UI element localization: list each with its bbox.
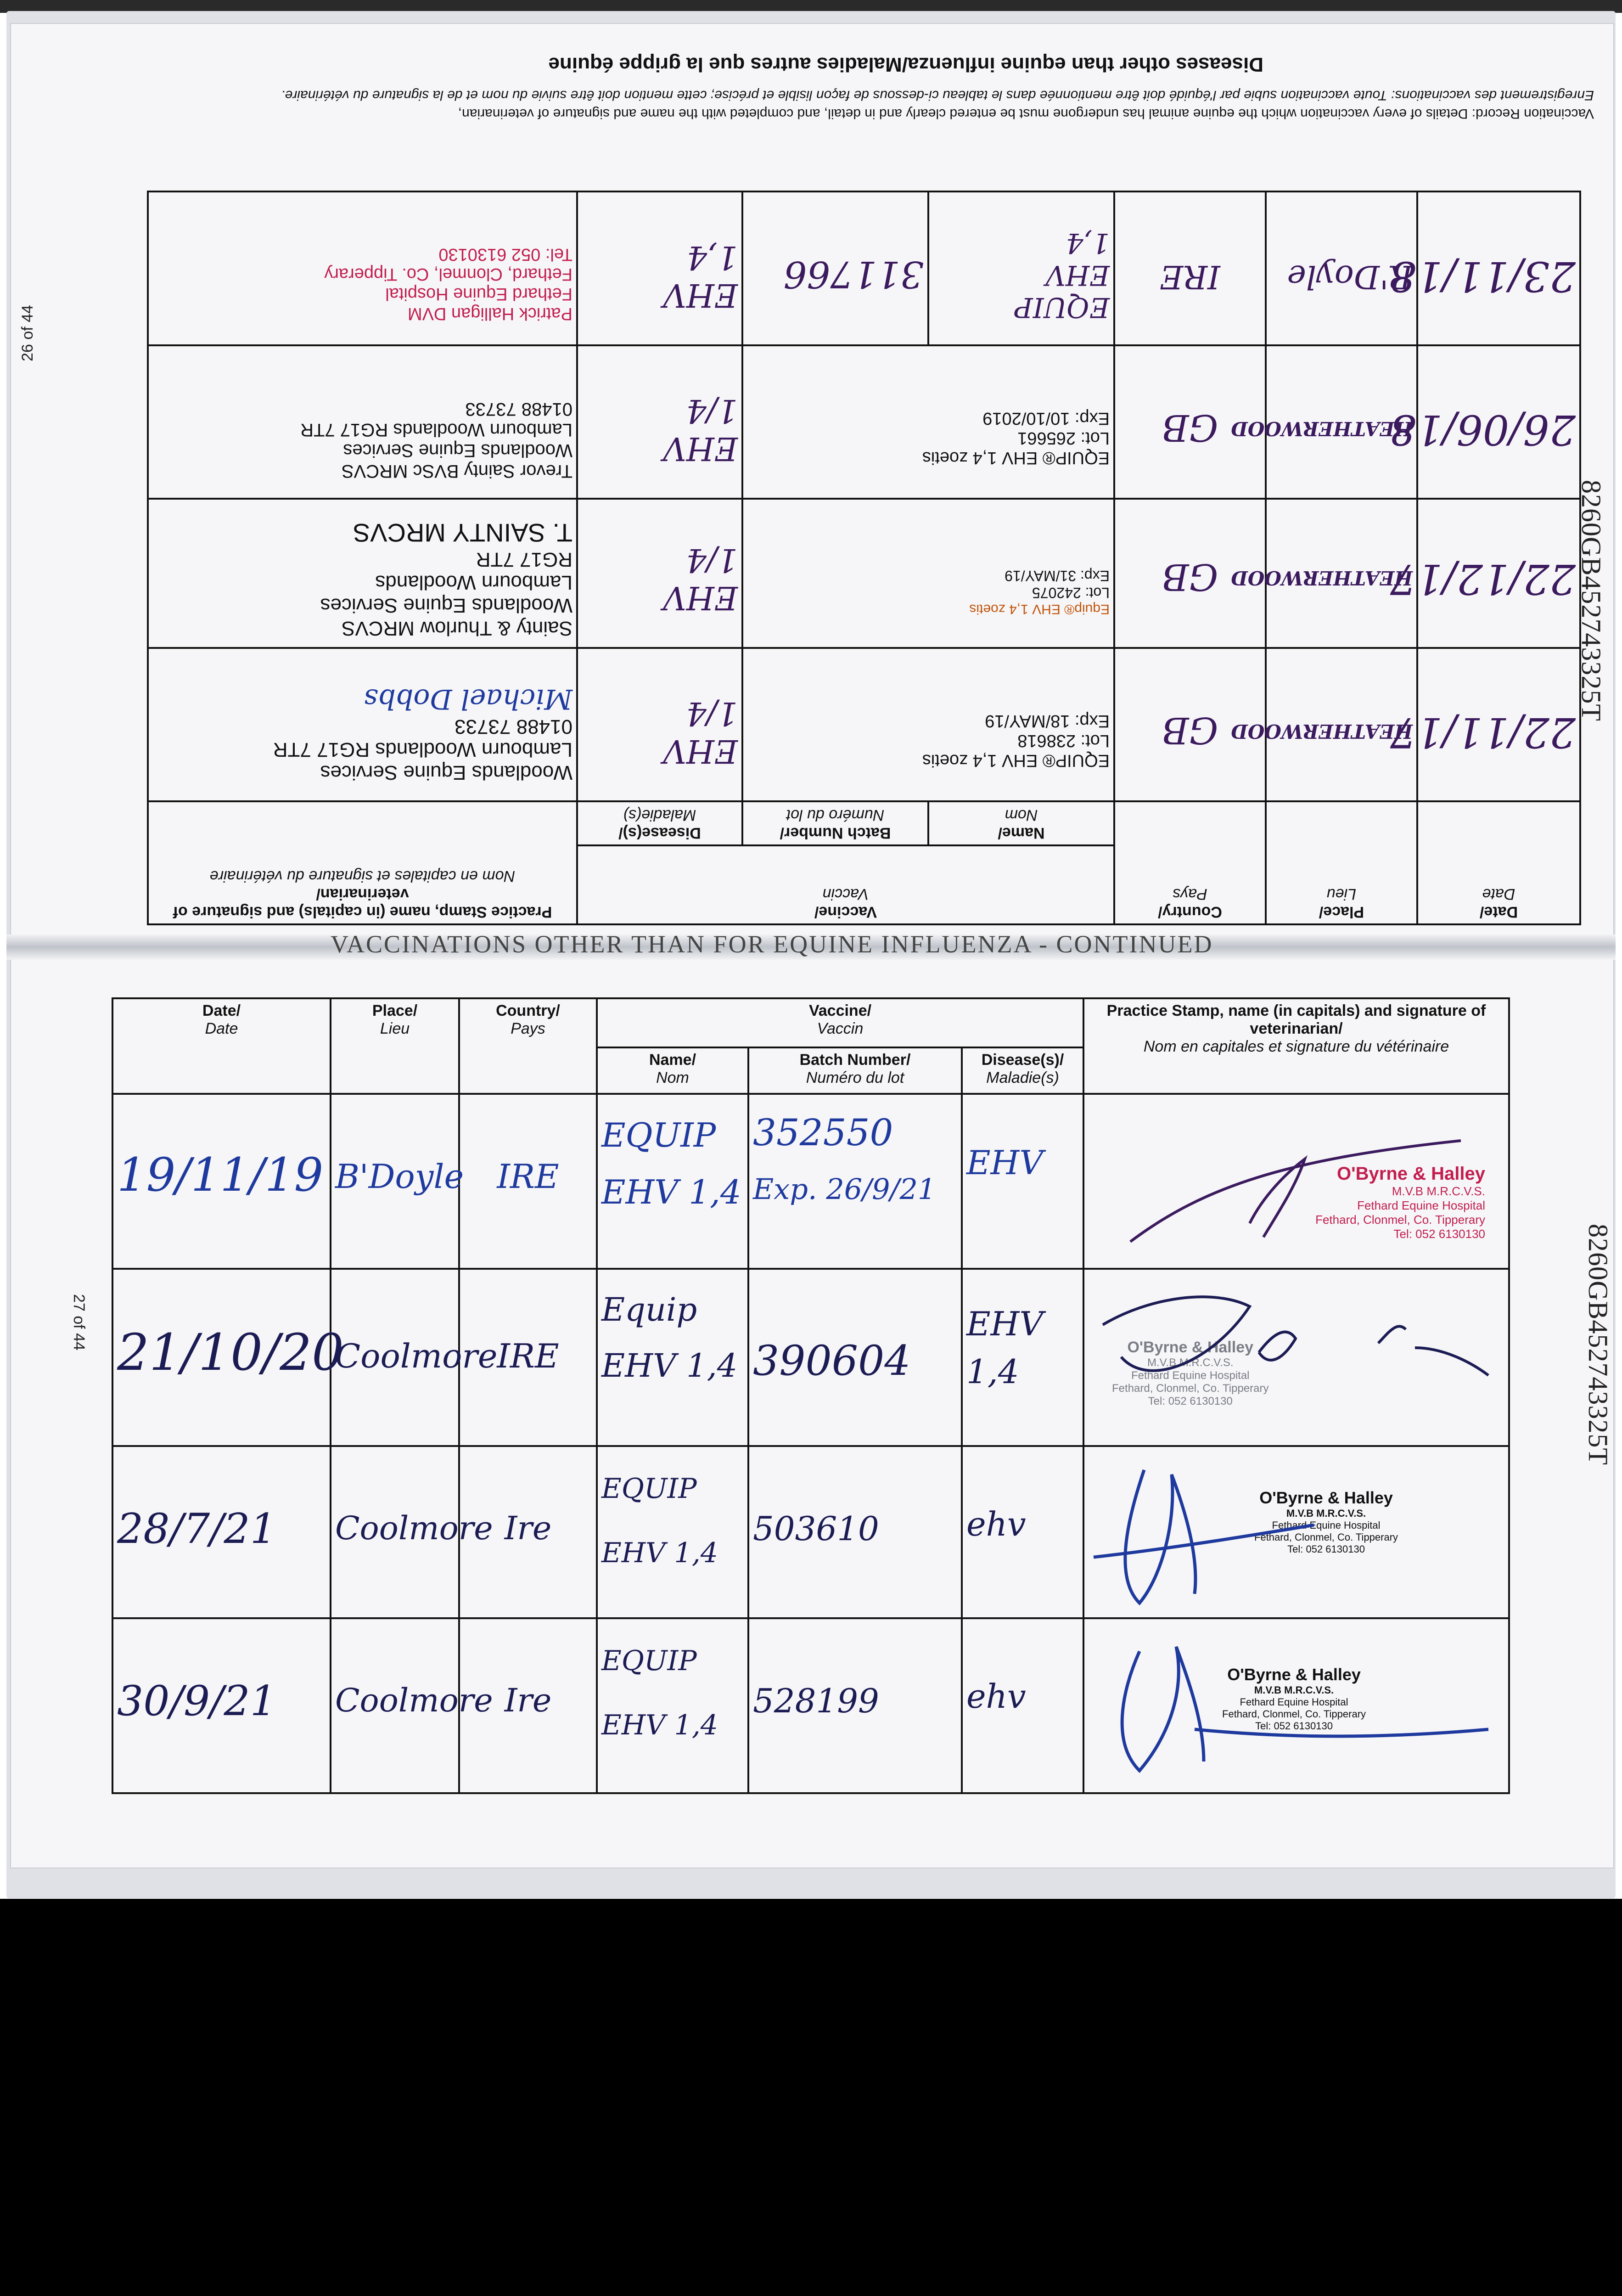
cell-place: HEATHERWOOD <box>1266 499 1417 647</box>
cell-name: EQUIP EHV 1,4 <box>928 191 1114 345</box>
cell-disease: EHV 1,4 <box>577 191 742 345</box>
cell-place: HEATHERWOOD <box>1266 345 1417 499</box>
cell-place: Coolmore <box>331 1269 459 1446</box>
cell-disease: EHV 1/4 <box>577 648 742 802</box>
header-date: Date/ Date <box>112 998 331 1094</box>
cell-date: 26/06/18 <box>1417 345 1580 499</box>
cell-stamp: Patrick Halligan DVM Fethard Equine Hospital Fethard, Clonmel, Co. Tipperary Tel: 052 6130130 <box>148 191 577 345</box>
cell-disease: EHV <box>962 1094 1083 1269</box>
cell-date: 30/9/21 <box>112 1618 331 1793</box>
table-header-row <box>148 845 1580 924</box>
passport-id-top: 8260GB452743325T <box>1576 480 1606 721</box>
cell-disease: ehv <box>962 1446 1083 1619</box>
table-row <box>112 1094 1509 1269</box>
cell-country: IRE <box>459 1094 597 1269</box>
table-row <box>112 1269 1509 1446</box>
cell-place: Coolmore <box>331 1446 459 1619</box>
cell-stamp <box>1083 1269 1509 1446</box>
table-row <box>112 1446 1509 1619</box>
header-place: Place/ Lieu <box>331 998 459 1094</box>
signature <box>1084 1624 1498 1784</box>
cell-name-batch: Equip® EHV 1,4 zoetis Lot: 242075 Exp: 31/MAY/19 <box>742 499 1114 647</box>
cell-stamp <box>1083 1618 1509 1793</box>
cell-name-batch: EQUIP® EHV 1,4 zoetis Lot: 238618 Exp: 18/MAY/19 <box>742 648 1114 802</box>
header-stamp: Practice Stamp, name (in capitals) and signature of veterinarian/ Nom en capitales et signature du vétérinaire <box>148 801 577 924</box>
cell-disease: ehv <box>962 1618 1083 1793</box>
practice-stamp: O'Byrne & Halley M.V.B M.R.C.V.S. Fethard Equine Hospital Fethard, Clonmel, Co. Tipperary Tel: 052 6130130 <box>1254 1488 1398 1555</box>
practice-stamp: O'Byrne & Halley M.V.B M.R.C.V.S. Fethard Equine Hospital Fethard, Clonmel, Co. Tipperary Tel: 052 6130130 <box>1112 1338 1269 1407</box>
cell-country: GB <box>1114 648 1266 802</box>
cell-disease: EHV 1,4 <box>962 1269 1083 1446</box>
header-vaccine: Vaccine/ Vaccin <box>597 998 1083 1047</box>
cell-batch: 352550 Exp. 26/9/21 <box>748 1094 962 1269</box>
page-number: 26 of 44 <box>19 305 37 361</box>
table-row <box>148 191 1580 345</box>
signature <box>1094 1279 1498 1430</box>
signature: Michael Dobbs <box>364 683 572 715</box>
header-date: Date/ Date <box>1417 801 1580 924</box>
header-country: Country/ Pays <box>459 998 597 1094</box>
cell-date: 22/12/17 <box>1417 499 1580 647</box>
header-country: Country/ Pays <box>1114 801 1266 924</box>
cell-date: 21/10/20 <box>112 1269 331 1446</box>
cell-place: Coolmore <box>331 1618 459 1793</box>
header-batch: Batch Number/ Numéro du lot <box>742 801 928 845</box>
table-header-row <box>112 998 1509 1047</box>
cell-batch: 390604 <box>748 1269 962 1446</box>
cell-stamp: Sainty & Thurlow MRCVS Woodlands Equine Services Lambourn Woodlands RG17 7TR T. SAINTY MRCVS <box>148 499 577 647</box>
cell-place: B'Doyle <box>331 1094 459 1269</box>
cell-country: IRE <box>459 1269 597 1446</box>
cell-place: R'Doyle <box>1266 191 1417 345</box>
table-row <box>148 499 1580 647</box>
header-vaccine: Vaccine/ Vaccin <box>577 845 1114 924</box>
header-disease: Disease(s)/ Maladie(s) <box>577 801 742 845</box>
header-disease: Disease(s)/ Maladie(s) <box>962 1047 1083 1094</box>
cell-date: 19/11/19 <box>112 1094 331 1269</box>
cell-batch: 503610 <box>748 1446 962 1619</box>
signature <box>1112 1131 1479 1251</box>
passport-id-bottom: 8260GB452743325T <box>1583 1224 1613 1465</box>
continued-band: VACCINATIONS OTHER THAN FOR EQUINE INFLUENZA - CONTINUED <box>331 930 1213 958</box>
cell-place: HEATHERWOOD <box>1266 648 1417 802</box>
record-note-en: Vaccination Record: Details of every vaccination which the equine animal has undergone must be entered clearly and in detail, and completed with the name and signature of veterinarian, <box>458 106 1594 121</box>
cell-stamp <box>1083 1094 1509 1269</box>
header-name: Name/ Nom <box>597 1047 748 1094</box>
page-number: 27 of 44 <box>70 1294 88 1351</box>
cell-batch: 311766 <box>742 191 928 345</box>
cell-disease: EHV 1/4 <box>577 499 742 647</box>
header-name: Name/ Nom <box>928 801 1114 845</box>
cell-stamp <box>1083 1446 1509 1619</box>
header-stamp: Practice Stamp, name (in capitals) and signature of veterinarian/ Nom en capitales et signature du vétérinaire <box>1083 998 1509 1094</box>
cell-name-batch: EQUIP® EHV 1,4 zoetis Lot: 265661 Exp: 10/10/2019 <box>742 345 1114 499</box>
cell-date: 23/11/18 <box>1417 191 1580 345</box>
cell-name: EQUIP EHV 1,4 <box>597 1446 748 1619</box>
header-place: Place/ Lieu <box>1266 801 1417 924</box>
cell-name: EQUIP EHV 1,4 <box>597 1094 748 1269</box>
cell-stamp: Trevor Sainty BVSc MRCVS Woodlands Equine Services Lambourn Woodlands RG17 7TR 01488 73733 <box>148 345 577 499</box>
table-row <box>148 345 1580 499</box>
cell-disease: EHV 1/4 <box>577 345 742 499</box>
vaccination-table-26 <box>147 191 1581 925</box>
cell-country: IRE <box>1114 191 1266 345</box>
signature <box>1084 1456 1323 1612</box>
scan-black-area <box>0 1899 1622 2296</box>
practice-stamp: O'Byrne & Halley M.V.B M.R.C.V.S. Fethard Equine Hospital Fethard, Clonmel, Co. Tipperary Tel: 052 6130130 <box>1222 1665 1366 1732</box>
cell-country: GB <box>1114 345 1266 499</box>
record-note-fr: Enregistrement des vaccinations: Toute vaccination subie par l'équidé doit être mentionnée dans le tableau ci-dessous de façon lisible et précise; cette mention doit être suivie du nom et de la signature du vétérinaire. <box>281 88 1594 103</box>
vaccination-table-27 <box>112 997 1510 1794</box>
cell-country: GB <box>1114 499 1266 647</box>
cell-name: Equip EHV 1,4 <box>597 1269 748 1446</box>
cell-country: Ire <box>459 1618 597 1793</box>
practice-stamp: O'Byrne & Halley M.V.B M.R.C.V.S. Fethard Equine Hospital Fethard, Clonmel, Co. Tipperary Tel: 052 6130130 <box>1315 1164 1486 1241</box>
header-batch: Batch Number/ Numéro du lot <box>748 1047 962 1094</box>
section-title: Diseases other than equine influenza/Maladies autres que la grippe équine <box>548 53 1263 76</box>
table-row <box>112 1618 1509 1793</box>
cell-name: EQUIP EHV 1,4 <box>597 1618 748 1793</box>
table-row <box>148 648 1580 802</box>
cell-batch: 528199 <box>748 1618 962 1793</box>
page-26-content <box>10 23 1612 934</box>
cell-date: 28/7/21 <box>112 1446 331 1619</box>
cell-country: Ire <box>459 1446 597 1619</box>
cell-date: 22/11/17 <box>1417 648 1580 802</box>
cell-stamp: Woodlands Equine Services Lambourn Woodlands RG17 7TR 01488 73733 Michael Dobbs <box>148 648 577 802</box>
